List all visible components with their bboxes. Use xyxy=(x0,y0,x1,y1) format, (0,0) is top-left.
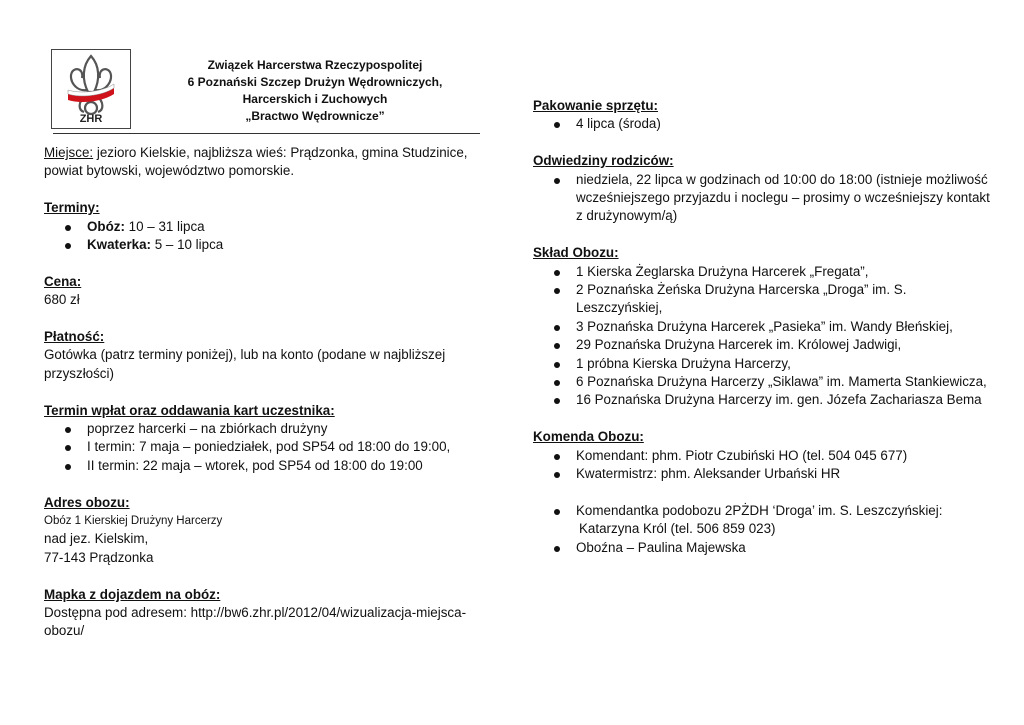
terminy-list xyxy=(44,218,484,255)
sklad-heading: Skład Obozu: xyxy=(533,245,619,261)
right-column xyxy=(533,97,993,575)
section-pakowanie xyxy=(533,97,993,134)
list-item: Oboźna – Paulina Majewska xyxy=(533,539,993,557)
section-odwiedziny xyxy=(533,152,993,226)
list-item: 29 Poznańska Drużyna Harcerek im. Królowej Jadwigi, xyxy=(533,336,993,354)
list-item: I termin: 7 maja – poniedziałek, pod SP54 od 18:00 do 19:00, xyxy=(44,438,484,456)
sklad-list xyxy=(533,263,993,410)
section-adres xyxy=(44,494,484,568)
cena-value: 680 zł xyxy=(44,292,80,308)
section-sklad xyxy=(533,244,993,410)
section-termin-wplat xyxy=(44,402,484,476)
list-item: Obóz: 10 – 31 lipca xyxy=(44,218,484,236)
section-mapka xyxy=(44,586,484,641)
adres-line-3: 77-143 Prądzonka xyxy=(44,549,154,565)
list-item: Kwatermistrz: phm. Aleksander Urbański HR xyxy=(533,465,993,483)
org-name: Związek Harcerstwa Rzeczypospolitej xyxy=(207,58,423,72)
adres-heading: Adres obozu: xyxy=(44,494,130,510)
logo-text: ZHR xyxy=(79,113,103,125)
list-item: 16 Poznańska Drużyna Harcerzy im. gen. Józefa Zachariasza Bema xyxy=(533,391,993,409)
termin-wplat-heading: Termin wpłat oraz oddawania kart uczestnika: xyxy=(44,402,335,418)
platnosc-heading: Płatność: xyxy=(44,329,105,345)
list-item: 4 lipca (środa) xyxy=(533,115,993,133)
list-item: Kwaterka: 5 – 10 lipca xyxy=(44,236,484,254)
pakowanie-heading: Pakowanie sprzętu: xyxy=(533,98,659,113)
troop-name-cont: Harcerskich i Zuchowych xyxy=(242,92,388,106)
zhr-logo xyxy=(51,49,131,129)
organization-header xyxy=(140,57,490,125)
section-komenda xyxy=(533,428,993,557)
list-item: poprzez harcerki – na zbiórkach drużyny xyxy=(44,420,484,438)
platnosc-text: Gotówka (patrz terminy poniżej), lub na konto (podane w najbliższej przyszłości) xyxy=(44,347,446,381)
mapka-link-line-1[interactable]: Dostępna pod adresem: http://bw6.zhr.pl/2012/04/wizualizacja-miejsca- xyxy=(44,605,467,621)
section-cena xyxy=(44,273,484,310)
pakowanie-list xyxy=(533,115,993,133)
section-miejsce xyxy=(44,144,484,181)
adres-line-2: nad jez. Kielskim, xyxy=(44,531,149,547)
komenda-list-2 xyxy=(533,502,993,557)
list-item: 3 Poznańska Drużyna Harcerek „Pasieka” im. Wandy Błeńskiej, xyxy=(533,318,993,336)
komenda-heading: Komenda Obozu: xyxy=(533,429,644,445)
troop-motto: „Bractwo Wędrownicze” xyxy=(245,109,385,123)
list-item: II termin: 22 maja – wtorek, pod SP54 od 18:00 do 19:00 xyxy=(44,457,484,475)
list-item: 6 Poznańska Drużyna Harcerzy „Siklawa” im. Mamerta Stankiewicza, xyxy=(533,373,993,391)
miejsce-label: Miejsce: xyxy=(44,145,94,160)
terminy-heading: Terminy: xyxy=(44,200,100,216)
header-divider xyxy=(53,133,480,134)
fleur-de-lis-icon xyxy=(52,50,130,128)
odwiedziny-list xyxy=(533,171,993,226)
adres-line-1: Obóz 1 Kierskiej Drużyny Harcerzy xyxy=(44,515,223,528)
list-item: Komendantka podobozu 2PŻDH ‘Droga’ im. S. Leszczyńskiej: Katarzyna Król (tel. 506 859 023) xyxy=(533,502,993,539)
mapka-link-line-2[interactable]: obozu/ xyxy=(44,623,85,639)
cena-heading: Cena: xyxy=(44,273,82,289)
mapka-heading: Mapka z dojazdem na obóz: xyxy=(44,586,221,602)
list-item: Komendant: phm. Piotr Czubiński HO (tel. 504 045 677) xyxy=(533,447,993,465)
list-item: 1 Kierska Żeglarska Drużyna Harcerek „Fregata”, xyxy=(533,263,993,281)
miejsce-text: jezioro Kielskie, najbliższa wieś: Prądzonka, gmina Studzinice, powiat bytowski, województwo pomorskie. xyxy=(44,145,468,179)
list-item: niedziela, 22 lipca w godzinach od 10:00 do 18:00 (istnieje możliwość wcześniejszego przyjazdu i noclegu – prosimy o wcześniejszy kontakt z drużynowym/ą) xyxy=(533,171,993,226)
left-column xyxy=(44,144,484,659)
section-terminy xyxy=(44,199,484,254)
komenda-list xyxy=(533,447,993,484)
troop-name: 6 Poznański Szczep Drużyn Wędrowniczych, xyxy=(187,75,443,89)
section-platnosc xyxy=(44,328,484,383)
list-item: 1 próbna Kierska Drużyna Harcerzy, xyxy=(533,355,993,373)
termin-wplat-list xyxy=(44,420,484,475)
odwiedziny-heading: Odwiedziny rodziców: xyxy=(533,153,674,169)
list-item: 2 Poznańska Żeńska Drużyna Harcerska „Droga” im. S. Leszczyńskiej, xyxy=(533,281,993,318)
